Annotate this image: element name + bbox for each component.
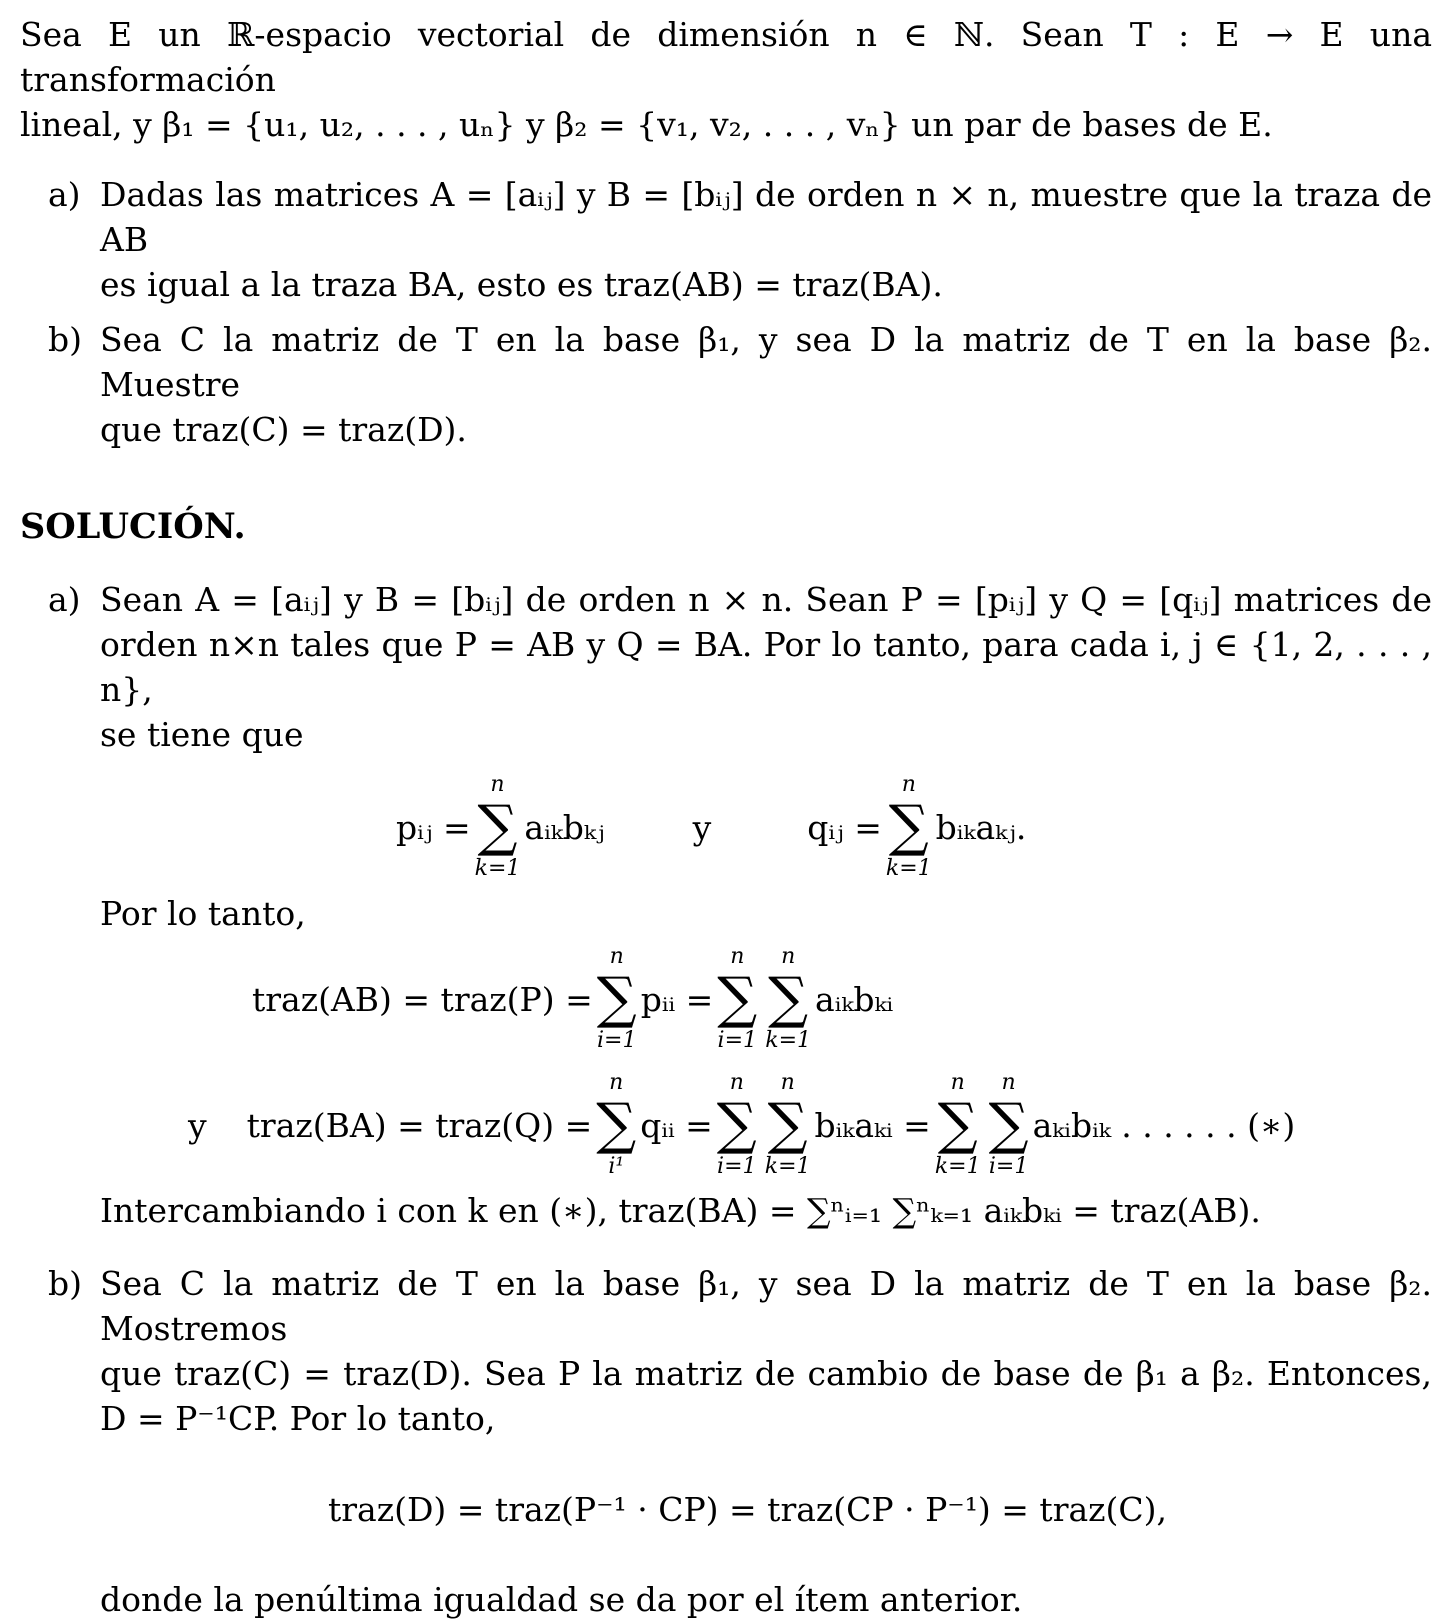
eq1-connector: y <box>692 807 712 847</box>
eq1-right-term: bᵢₖaₖⱼ. <box>935 807 1027 847</box>
por-lo-tanto: Por lo tanto, <box>100 894 306 933</box>
statement-item-b <box>20 317 1432 452</box>
equation-4 <box>100 1441 1432 1577</box>
eq1-left: pᵢⱼ = <box>396 807 471 847</box>
item-b-line-2: que traz(C) = traz(D). <box>100 410 467 449</box>
solution-a-line-3: se tiene que <box>100 715 304 754</box>
item-a-line-1: Dadas las matrices A = [aᵢⱼ] y B = [bᵢⱼ] de orden n × n, muestre que la traza de AB <box>100 175 1432 259</box>
item-label: a) <box>48 175 81 214</box>
summation-operator: n ∑ i=1 <box>988 1070 1029 1179</box>
summation-operator: n ∑ i=1 <box>596 944 637 1053</box>
summation-operator: n ∑ k=1 <box>885 772 932 881</box>
summation-operator: n ∑ k=1 <box>474 772 521 881</box>
equation-2 <box>100 936 1432 1062</box>
eq3-mid: qᵢᵢ = <box>640 1105 713 1145</box>
eq3-lhs: traz(BA) = traz(Q) = <box>246 1105 593 1145</box>
eq3-term-2: aₖᵢbᵢₖ . . . . . . (∗) <box>1032 1105 1296 1145</box>
summation-operator: n ∑ k=1 <box>765 944 812 1053</box>
item-b-line-1: Sea C la matriz de T en la base β₁, y sea D la matriz de T en la base β₂. Muestre <box>100 320 1432 404</box>
interchange-line: Intercambiando i con k en (∗), traz(BA) = ∑ⁿᵢ₌₁ ∑ⁿₖ₌₁ aᵢₖbₖᵢ = traz(AB). <box>100 1191 1261 1230</box>
item-label: a) <box>48 580 81 619</box>
item-label: b) <box>48 1264 82 1303</box>
summation-operator: n ∑ i=1 <box>716 1070 757 1179</box>
eq2-term: aᵢₖbₖᵢ <box>815 979 894 1019</box>
solution-b-line-1: Sea C la matriz de T en la base β₁, y sea D la matriz de T en la base β₂. Mostremos <box>100 1264 1432 1348</box>
eq2-lhs: traz(AB) = traz(P) = <box>252 979 593 1019</box>
statement-item-a <box>20 172 1432 307</box>
statement-line-1: Sea E un ℝ-espacio vectorial de dimensión n ∈ ℕ. Sean T : E → E una transformación <box>20 15 1432 99</box>
summation-operator: n ∑ i=1 <box>717 944 758 1053</box>
solution-b-line-2: que traz(C) = traz(D). Sea P la matriz de cambio de base de β₁ a β₂. Entonces, <box>100 1354 1432 1393</box>
equation-3 <box>100 1062 1432 1188</box>
item-label: b) <box>48 320 82 359</box>
eq3-connector: y <box>188 1105 207 1145</box>
eq1-left-term: aᵢₖbₖⱼ <box>524 807 605 847</box>
solution-a-line-2: orden n×n tales que P = AB y Q = BA. Por lo tanto, para cada i, j ∈ {1, 2, . . . , n}, <box>100 625 1432 709</box>
eq4: traz(D) = traz(P⁻¹ · CP) = traz(CP · P⁻¹) = traz(C), <box>328 1489 1168 1529</box>
summation-operator: n ∑ k=1 <box>934 1070 981 1179</box>
solution-item-b <box>20 1261 1432 1622</box>
eq3-term-1: bᵢₖaₖᵢ = <box>814 1105 931 1145</box>
closing-line: donde la penúltima igualdad se da por el ítem anterior. <box>100 1580 1023 1619</box>
eq1-right: qᵢⱼ = <box>807 807 882 847</box>
solution-b-line-3: D = P⁻¹CP. Por lo tanto, <box>100 1399 496 1438</box>
solution-heading: SOLUCIÓN. <box>20 506 246 547</box>
solution-item-a <box>20 577 1432 1233</box>
equation-1 <box>100 757 1432 897</box>
eq2-mid: pᵢᵢ = <box>640 979 714 1019</box>
document-page <box>20 12 1432 1622</box>
statement-line-2: lineal, y β₁ = {u₁, u₂, . . . , uₙ} y β₂ = {v₁, v₂, . . . , vₙ} un par de bases de E. <box>20 105 1273 144</box>
item-a-line-2: es igual a la traza BA, esto es traz(AB) = traz(BA). <box>100 265 943 304</box>
summation-operator: n ∑ i¹ <box>596 1070 637 1179</box>
summation-operator: n ∑ k=1 <box>764 1070 811 1179</box>
solution-a-line-1: Sean A = [aᵢⱼ] y B = [bᵢⱼ] de orden n × n. Sean P = [pᵢⱼ] y Q = [qᵢⱼ] matrices de <box>100 580 1432 619</box>
